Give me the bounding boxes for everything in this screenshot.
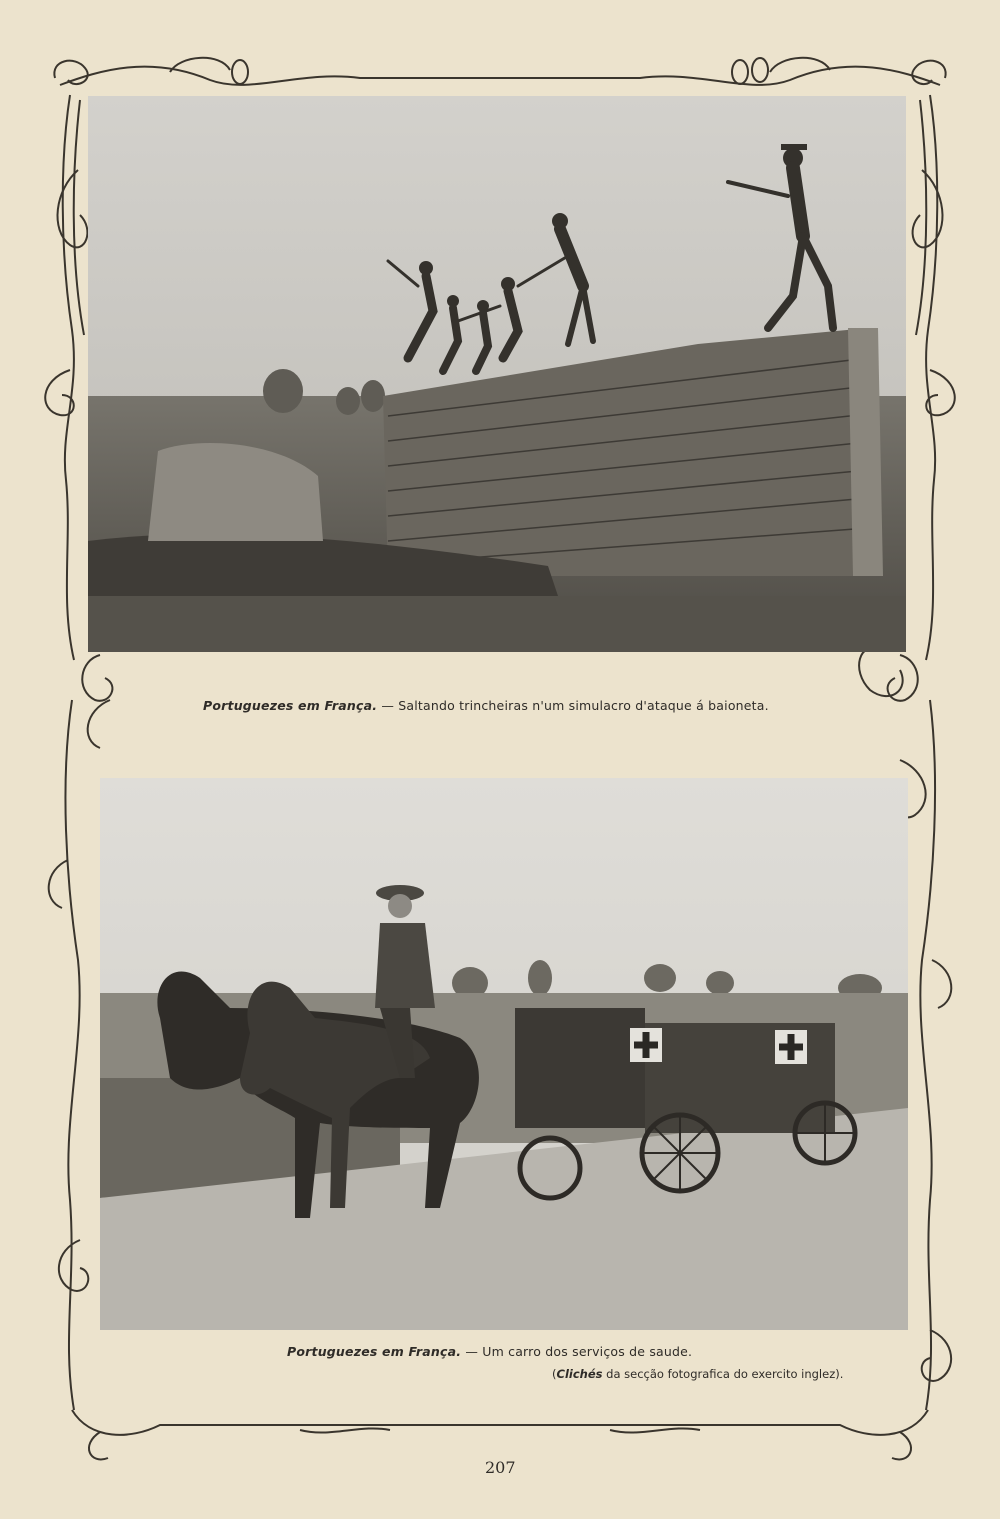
trench-scene-illustration: [88, 96, 906, 652]
ambulance-scene-illustration: [100, 778, 908, 1330]
credit-text: da secção fotografica do exercito inglez).: [602, 1367, 844, 1381]
photo-trench-bayonet-drill: [88, 96, 906, 652]
photo-ambulance-wagon: [100, 778, 908, 1330]
credit-cliches: Clichés: [556, 1367, 603, 1381]
page-number: 207: [485, 1458, 516, 1477]
credit-open-paren: (: [552, 1367, 557, 1381]
caption-bottom-separator: —: [461, 1344, 483, 1359]
caption-top-separator: —: [377, 698, 399, 713]
photo-credit: [552, 1367, 843, 1381]
caption-top-lead: Portuguezes em França.: [203, 698, 378, 713]
caption-bottom-lead: Portuguezes em França.: [287, 1344, 462, 1359]
caption-bottom-text: Um carro dos serviços de saude.: [482, 1344, 693, 1359]
caption-bottom: [287, 1344, 692, 1359]
caption-top: [203, 698, 769, 713]
caption-top-text: Saltando trincheiras n'um simulacro d'ataque á baioneta.: [398, 698, 769, 713]
